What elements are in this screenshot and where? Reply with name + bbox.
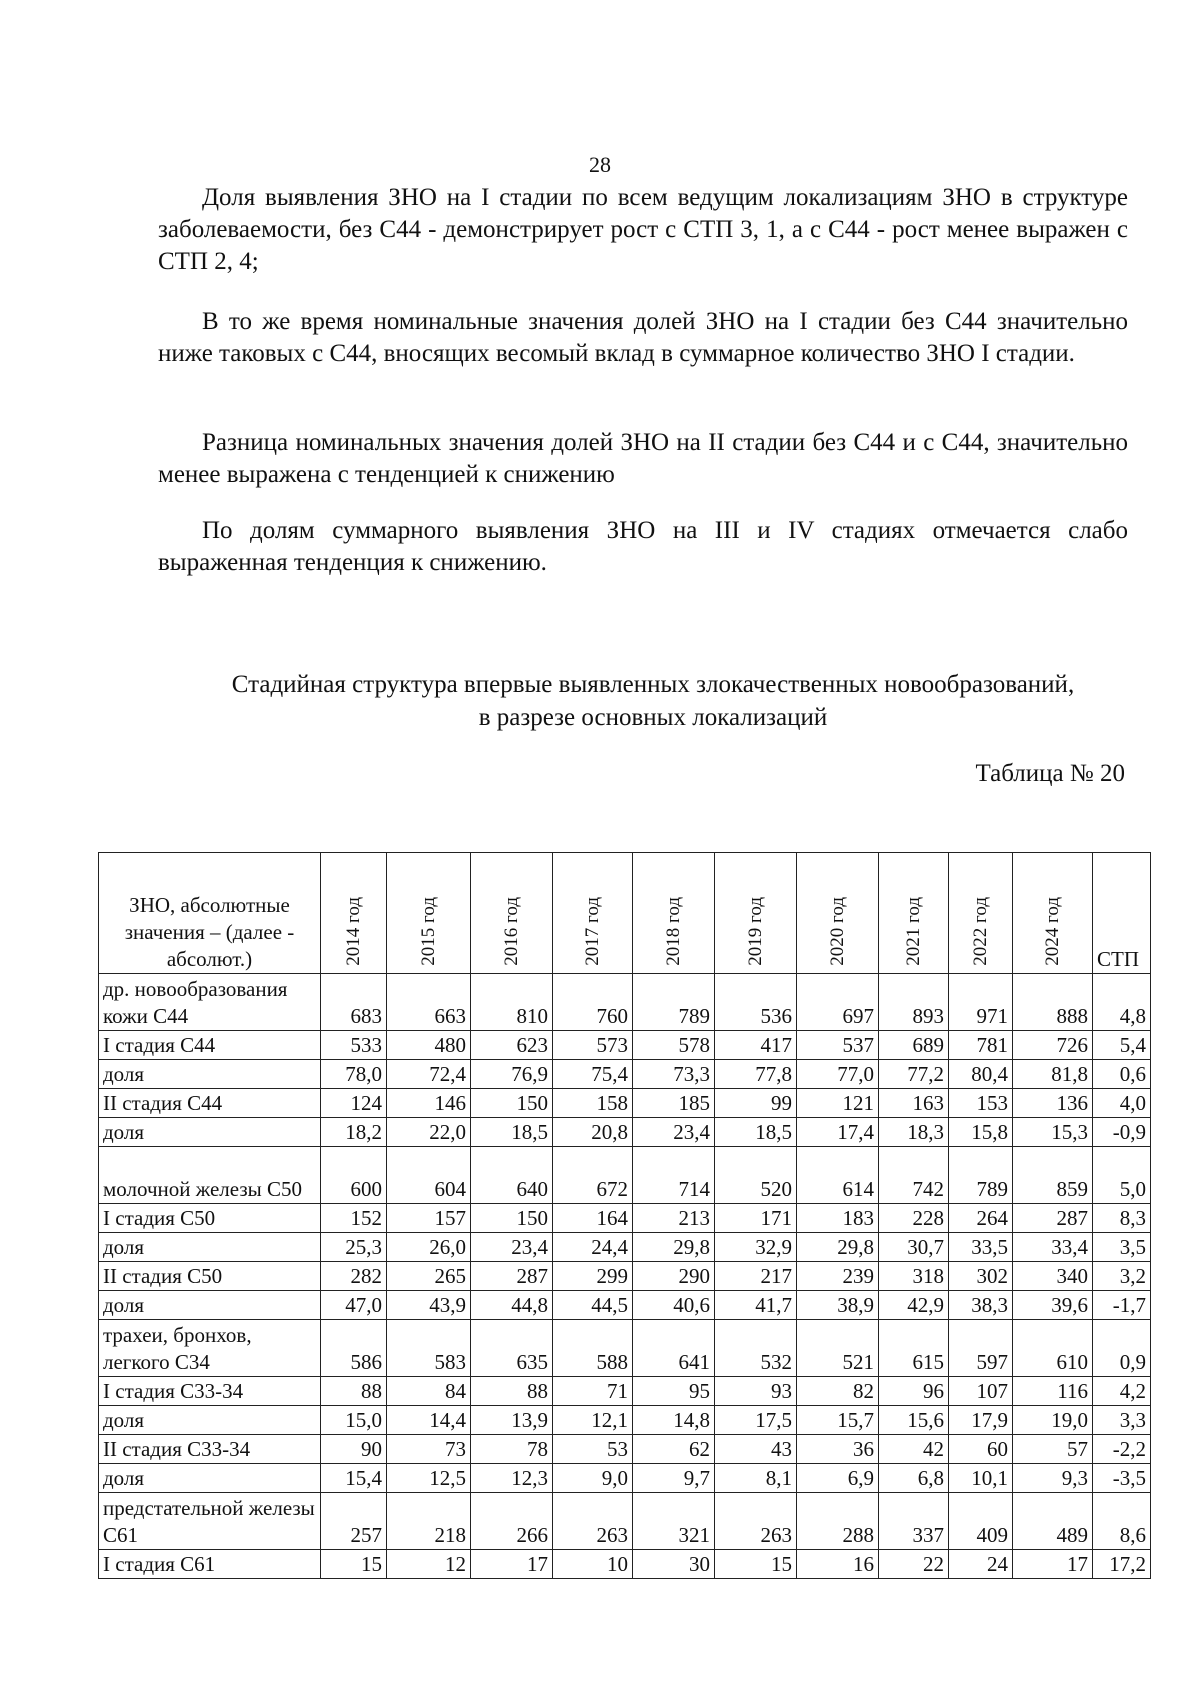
cell-value: 15,0 — [321, 1406, 387, 1435]
header-year: 2016 год — [471, 853, 553, 974]
cell-value: 10 — [553, 1550, 633, 1579]
cell-value: 409 — [949, 1493, 1013, 1550]
cell-value: 614 — [797, 1147, 879, 1204]
cell-value: 714 — [633, 1147, 715, 1204]
cell-value: 150 — [471, 1204, 553, 1233]
cell-value: 22,0 — [387, 1118, 471, 1147]
table-row — [99, 1464, 1151, 1493]
cell-value: 489 — [1013, 1493, 1093, 1550]
cell-value: 12,5 — [387, 1464, 471, 1493]
cell-value: 38,9 — [797, 1291, 879, 1320]
header-year: 2017 год — [553, 853, 633, 974]
cell-value: 586 — [321, 1320, 387, 1377]
table-row — [99, 1550, 1151, 1579]
cell-value: 781 — [949, 1031, 1013, 1060]
cell-value: 163 — [879, 1089, 949, 1118]
cell-value: 318 — [879, 1262, 949, 1291]
cell-value: 218 — [387, 1493, 471, 1550]
cell-value: 116 — [1013, 1377, 1093, 1406]
cell-value: 96 — [879, 1377, 949, 1406]
cell-value: 213 — [633, 1204, 715, 1233]
cell-value: 171 — [715, 1204, 797, 1233]
cell-value: 287 — [471, 1262, 553, 1291]
cell-value: 9,0 — [553, 1464, 633, 1493]
cell-value: 299 — [553, 1262, 633, 1291]
cell-value: 600 — [321, 1147, 387, 1204]
cell-value: 290 — [633, 1262, 715, 1291]
table-row — [99, 1435, 1151, 1464]
table-row — [99, 1406, 1151, 1435]
cell-value: 152 — [321, 1204, 387, 1233]
cell-value: 663 — [387, 974, 471, 1031]
row-name: II стадия С50 — [99, 1262, 321, 1291]
cell-value: 26,0 — [387, 1233, 471, 1262]
cell-stp: 0,9 — [1093, 1320, 1151, 1377]
cell-stp: 3,3 — [1093, 1406, 1151, 1435]
cell-value: 95 — [633, 1377, 715, 1406]
paragraph-stage2-difference: Разница номинальных значения долей ЗНО на II стадии без С44 и с С44, значительно менее выражена с тенденцией к снижению — [158, 429, 1128, 488]
cell-value: 521 — [797, 1320, 879, 1377]
cell-value: 19,0 — [1013, 1406, 1093, 1435]
cell-value: 62 — [633, 1435, 715, 1464]
cell-value: 88 — [471, 1377, 553, 1406]
cell-value: 72,4 — [387, 1060, 471, 1089]
cell-value: 73,3 — [633, 1060, 715, 1089]
cell-value: 81,8 — [1013, 1060, 1093, 1089]
cell-value: 32,9 — [715, 1233, 797, 1262]
cell-value: 164 — [553, 1204, 633, 1233]
cell-value: 16 — [797, 1550, 879, 1579]
cell-value: 77,0 — [797, 1060, 879, 1089]
cell-value: 71 — [553, 1377, 633, 1406]
cell-value: 15 — [321, 1550, 387, 1579]
cell-value: 80,4 — [949, 1060, 1013, 1089]
cell-value: 107 — [949, 1377, 1013, 1406]
cell-value: 42,9 — [879, 1291, 949, 1320]
cell-value: 672 — [553, 1147, 633, 1204]
cell-value: 888 — [1013, 974, 1093, 1031]
cell-value: 33,5 — [949, 1233, 1013, 1262]
table-row — [99, 1233, 1151, 1262]
cell-stp: -3,5 — [1093, 1464, 1151, 1493]
cell-value: 15,7 — [797, 1406, 879, 1435]
cell-value: 971 — [949, 974, 1013, 1031]
cell-value: 78 — [471, 1435, 553, 1464]
cell-value: 893 — [879, 974, 949, 1031]
cell-stp: 5,0 — [1093, 1147, 1151, 1204]
cell-value: 38,3 — [949, 1291, 1013, 1320]
row-name: II стадия С33-34 — [99, 1435, 321, 1464]
cell-value: 183 — [797, 1204, 879, 1233]
table-row — [99, 1118, 1151, 1147]
cell-value: 33,4 — [1013, 1233, 1093, 1262]
cell-value: 39,6 — [1013, 1291, 1093, 1320]
cell-value: 78,0 — [321, 1060, 387, 1089]
cell-stp: 0,6 — [1093, 1060, 1151, 1089]
row-name: доля — [99, 1233, 321, 1262]
table-row — [99, 1262, 1151, 1291]
cell-value: 15,3 — [1013, 1118, 1093, 1147]
cell-value: 14,4 — [387, 1406, 471, 1435]
cell-value: 263 — [715, 1493, 797, 1550]
cell-value: 73 — [387, 1435, 471, 1464]
cell-value: 93 — [715, 1377, 797, 1406]
cell-value: 121 — [797, 1089, 879, 1118]
table-row — [99, 1204, 1151, 1233]
table-row — [99, 1291, 1151, 1320]
cell-value: 77,8 — [715, 1060, 797, 1089]
cell-value: 153 — [949, 1089, 1013, 1118]
cell-value: 623 — [471, 1031, 553, 1060]
cell-value: 302 — [949, 1262, 1013, 1291]
cell-value: 742 — [879, 1147, 949, 1204]
paragraph-stage1-share: Доля выявления ЗНО на I стадии по всем ведущим локализациям ЗНО в структуре заболеваемости, без С44 - демонстрирует рост с СТП 3, 1, а с С44 - рост менее выражен с СТП 2, 4; — [158, 184, 1128, 275]
cell-value: 610 — [1013, 1320, 1093, 1377]
cell-stp: 5,4 — [1093, 1031, 1151, 1060]
row-name: I стадия С61 — [99, 1550, 321, 1579]
cell-value: 82 — [797, 1377, 879, 1406]
row-name: I стадия С44 — [99, 1031, 321, 1060]
cell-value: 18,5 — [715, 1118, 797, 1147]
cell-value: 23,4 — [633, 1118, 715, 1147]
row-name: предстательной железы С61 — [99, 1493, 321, 1550]
cell-stp: 4,8 — [1093, 974, 1151, 1031]
header-label-cell: ЗНО, абсолютные значения – (далее - абсолют.) — [99, 853, 321, 974]
table-row — [99, 1031, 1151, 1060]
cell-value: 23,4 — [471, 1233, 553, 1262]
cell-value: 15,4 — [321, 1464, 387, 1493]
cell-value: 640 — [471, 1147, 553, 1204]
cell-value: 573 — [553, 1031, 633, 1060]
cell-value: 480 — [387, 1031, 471, 1060]
cell-value: 150 — [471, 1089, 553, 1118]
cell-value: 17,4 — [797, 1118, 879, 1147]
cell-value: 40,6 — [633, 1291, 715, 1320]
cell-value: 17 — [1013, 1550, 1093, 1579]
cell-value: 536 — [715, 974, 797, 1031]
table-caption-line2: в разрезе основных локализаций — [478, 704, 828, 731]
cell-value: 12 — [387, 1550, 471, 1579]
cell-value: 17,9 — [949, 1406, 1013, 1435]
cell-stp: 17,2 — [1093, 1550, 1151, 1579]
cell-value: 597 — [949, 1320, 1013, 1377]
cell-value: 810 — [471, 974, 553, 1031]
cell-value: 288 — [797, 1493, 879, 1550]
cell-value: 264 — [949, 1204, 1013, 1233]
cell-value: 641 — [633, 1320, 715, 1377]
table-row — [99, 1147, 1151, 1204]
cell-value: 75,4 — [553, 1060, 633, 1089]
cell-value: 13,9 — [471, 1406, 553, 1435]
cell-value: 24,4 — [553, 1233, 633, 1262]
cell-value: 12,3 — [471, 1464, 553, 1493]
header-year: 2024 год — [1013, 853, 1093, 974]
cell-value: 36 — [797, 1435, 879, 1464]
cell-stp: 8,3 — [1093, 1204, 1151, 1233]
cell-value: 18,2 — [321, 1118, 387, 1147]
row-name: доля — [99, 1118, 321, 1147]
cell-value: 146 — [387, 1089, 471, 1118]
cell-value: 228 — [879, 1204, 949, 1233]
row-name: I стадия С33-34 — [99, 1377, 321, 1406]
cell-value: 588 — [553, 1320, 633, 1377]
cell-value: 25,3 — [321, 1233, 387, 1262]
cell-value: 760 — [553, 974, 633, 1031]
cell-value: 10,1 — [949, 1464, 1013, 1493]
header-year: 2015 год — [387, 853, 471, 974]
header-stp: СТП — [1093, 853, 1151, 974]
row-name: др. новообразования кожи С44 — [99, 974, 321, 1031]
cell-value: 12,1 — [553, 1406, 633, 1435]
cell-value: 583 — [387, 1320, 471, 1377]
cell-stp: 3,5 — [1093, 1233, 1151, 1262]
cell-value: 337 — [879, 1493, 949, 1550]
stage-structure-table — [98, 852, 1151, 1579]
row-name: молочной железы С50 — [99, 1147, 321, 1204]
row-name: доля — [99, 1291, 321, 1320]
table-row — [99, 974, 1151, 1031]
cell-value: 30,7 — [879, 1233, 949, 1262]
cell-value: 44,8 — [471, 1291, 553, 1320]
cell-value: 43,9 — [387, 1291, 471, 1320]
row-name: II стадия С44 — [99, 1089, 321, 1118]
cell-value: 90 — [321, 1435, 387, 1464]
cell-value: 635 — [471, 1320, 553, 1377]
table-caption-line1: Стадийная структура впервые выявленных злокачественных новообразований, — [231, 671, 1075, 698]
cell-value: 217 — [715, 1262, 797, 1291]
cell-value: 321 — [633, 1493, 715, 1550]
cell-value: 15,8 — [949, 1118, 1013, 1147]
cell-value: 14,8 — [633, 1406, 715, 1435]
cell-value: 615 — [879, 1320, 949, 1377]
header-year: 2022 год — [949, 853, 1013, 974]
cell-value: 789 — [633, 974, 715, 1031]
cell-value: 15,6 — [879, 1406, 949, 1435]
cell-value: 578 — [633, 1031, 715, 1060]
table-row — [99, 1089, 1151, 1118]
header-year: 2014 год — [321, 853, 387, 974]
cell-value: 6,9 — [797, 1464, 879, 1493]
cell-value: 8,1 — [715, 1464, 797, 1493]
cell-value: 417 — [715, 1031, 797, 1060]
table-caption — [158, 668, 1148, 734]
cell-value: 239 — [797, 1262, 879, 1291]
row-name: доля — [99, 1464, 321, 1493]
cell-value: 29,8 — [797, 1233, 879, 1262]
cell-value: 53 — [553, 1435, 633, 1464]
cell-value: 76,9 — [471, 1060, 553, 1089]
header-year: 2020 год — [797, 853, 879, 974]
cell-value: 287 — [1013, 1204, 1093, 1233]
table-row — [99, 1060, 1151, 1089]
cell-value: 20,8 — [553, 1118, 633, 1147]
cell-value: 77,2 — [879, 1060, 949, 1089]
cell-value: 17,5 — [715, 1406, 797, 1435]
paragraph-nominal-values: В то же время номинальные значения долей ЗНО на I стадии без С44 значительно ниже таковых с С44, вносящих весомый вклад в суммарное количество ЗНО I стадии. — [158, 308, 1128, 367]
cell-stp: -0,9 — [1093, 1118, 1151, 1147]
cell-value: 726 — [1013, 1031, 1093, 1060]
cell-value: 689 — [879, 1031, 949, 1060]
cell-value: 9,7 — [633, 1464, 715, 1493]
cell-value: 604 — [387, 1147, 471, 1204]
cell-value: 263 — [553, 1493, 633, 1550]
cell-value: 24 — [949, 1550, 1013, 1579]
page-number: 28 — [589, 152, 611, 177]
cell-value: 859 — [1013, 1147, 1093, 1204]
cell-stp: 8,6 — [1093, 1493, 1151, 1550]
cell-stp: -1,7 — [1093, 1291, 1151, 1320]
row-name: доля — [99, 1406, 321, 1435]
cell-value: 44,5 — [553, 1291, 633, 1320]
header-year: 2019 год — [715, 853, 797, 974]
cell-value: 47,0 — [321, 1291, 387, 1320]
row-name: доля — [99, 1060, 321, 1089]
cell-value: 42 — [879, 1435, 949, 1464]
cell-value: 520 — [715, 1147, 797, 1204]
cell-value: 789 — [949, 1147, 1013, 1204]
cell-value: 29,8 — [633, 1233, 715, 1262]
cell-stp: -2,2 — [1093, 1435, 1151, 1464]
cell-value: 9,3 — [1013, 1464, 1093, 1493]
cell-value: 84 — [387, 1377, 471, 1406]
row-name: трахеи, бронхов, легкого С34 — [99, 1320, 321, 1377]
cell-value: 17 — [471, 1550, 553, 1579]
cell-value: 257 — [321, 1493, 387, 1550]
cell-value: 88 — [321, 1377, 387, 1406]
cell-value: 99 — [715, 1089, 797, 1118]
cell-value: 15 — [715, 1550, 797, 1579]
cell-value: 265 — [387, 1262, 471, 1291]
cell-value: 266 — [471, 1493, 553, 1550]
paragraph-stage3-4: По долям суммарного выявления ЗНО на III и IV стадиях отмечается слабо выраженная тенденция к снижению. — [158, 517, 1128, 576]
cell-value: 124 — [321, 1089, 387, 1118]
cell-value: 18,5 — [471, 1118, 553, 1147]
cell-value: 30 — [633, 1550, 715, 1579]
cell-value: 136 — [1013, 1089, 1093, 1118]
cell-stp: 4,2 — [1093, 1377, 1151, 1406]
cell-value: 533 — [321, 1031, 387, 1060]
table-row — [99, 1320, 1151, 1377]
cell-value: 60 — [949, 1435, 1013, 1464]
table-row — [99, 1377, 1151, 1406]
cell-value: 41,7 — [715, 1291, 797, 1320]
table-header-row — [99, 853, 1151, 974]
cell-value: 340 — [1013, 1262, 1093, 1291]
cell-value: 6,8 — [879, 1464, 949, 1493]
cell-stp: 3,2 — [1093, 1262, 1151, 1291]
cell-value: 282 — [321, 1262, 387, 1291]
cell-value: 157 — [387, 1204, 471, 1233]
cell-value: 683 — [321, 974, 387, 1031]
cell-value: 43 — [715, 1435, 797, 1464]
cell-value: 532 — [715, 1320, 797, 1377]
cell-value: 537 — [797, 1031, 879, 1060]
row-name: I стадия С50 — [99, 1204, 321, 1233]
cell-value: 22 — [879, 1550, 949, 1579]
header-year: 2021 год — [879, 853, 949, 974]
cell-value: 18,3 — [879, 1118, 949, 1147]
cell-value: 57 — [1013, 1435, 1093, 1464]
cell-stp: 4,0 — [1093, 1089, 1151, 1118]
table-row — [99, 1493, 1151, 1550]
header-year: 2018 год — [633, 853, 715, 974]
cell-value: 185 — [633, 1089, 715, 1118]
cell-value: 158 — [553, 1089, 633, 1118]
cell-value: 697 — [797, 974, 879, 1031]
table-label: Таблица № 20 — [975, 760, 1125, 787]
